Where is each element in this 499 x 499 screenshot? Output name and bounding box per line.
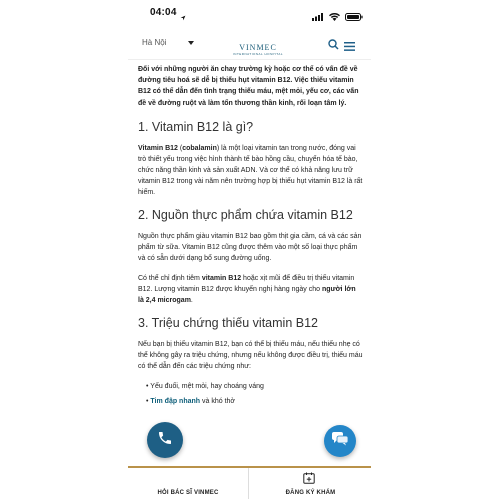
paragraph-recommended-dose — [138, 273, 363, 306]
vinmec-logo[interactable] — [228, 32, 288, 58]
heading-section-1: 1. Vitamin B12 là gì? — [138, 119, 254, 134]
term-cobalamin: cobalamin — [182, 144, 217, 152]
list-item-symptom-2: • Tim đập nhanh và khó thở — [146, 397, 236, 405]
dose-text-a: Có thể chỉ định tiêm — [138, 274, 202, 282]
book-appointment-label: ĐĂNG KÝ KHÁM — [285, 490, 336, 496]
symptom-1-text: Yếu đuối, mệt mỏi, hay choáng váng — [150, 382, 264, 390]
ask-doctor-label: HỎI BÁC SĨ VINMEC — [157, 490, 219, 496]
chat-icon — [332, 432, 348, 451]
list-item-symptom-1: • Yếu đuối, mệt mỏi, hay choáng váng — [146, 382, 264, 390]
article-body — [138, 64, 363, 416]
call-button[interactable] — [147, 422, 183, 458]
logo-subtitle: INTERNATIONAL HOSPITAL — [232, 52, 284, 56]
chat-button[interactable] — [324, 425, 356, 457]
bottom-action-bar — [128, 468, 371, 499]
logo-brand: VINMEC — [239, 43, 277, 52]
status-bar — [128, 0, 371, 24]
link-tim-dap-nhanh[interactable]: Tim đập nhanh — [150, 397, 201, 405]
dose-term-b12: vitamin B12 — [201, 274, 242, 282]
battery-icon — [345, 8, 363, 26]
dose-text-e: . — [190, 296, 193, 304]
chevron-down-icon[interactable] — [188, 41, 194, 45]
phone-icon — [157, 430, 173, 451]
signal-icon — [312, 8, 324, 26]
dose-text-c: hoặc xịt mũi để điều trị thiếu vitamin B12. Lượng vitamin B12 được khuyến nghị hàng ngày cho — [138, 274, 355, 293]
status-time: 04:04 — [150, 7, 177, 18]
menu-icon[interactable] — [344, 38, 355, 56]
heading-section-3: 3. Triệu chứng thiếu vitamin B12 — [138, 315, 318, 330]
dose-amount: người lớn là 2,4 microgam — [138, 285, 356, 304]
symptom-2-rest: và khó thở — [200, 397, 236, 405]
article-intro: Đối với những người ăn chay trường kỳ hoặc cơ thể có vấn đề về đường tiêu hoá sẽ dễ bị thiếu hụt vitamin B12. Việc thiếu vitamin B12 có thể dẫn đến tình trạng thiếu máu, mệt mỏi, yếu cơ, các vấn đề về đường ruột và làm tổn thương thần kinh, rối loạn tâm lý. — [138, 66, 359, 107]
paragraph-symptoms: Nếu bạn bị thiếu vitamin B12, bạn có thể bị thiếu máu, nếu thiếu nhẹ có thể không gây ra triệu chứng, nhưng nếu không được điều trị, thiếu máu có thể dẫn đến các triệu chứng như: — [138, 340, 363, 370]
ask-doctor-tab[interactable] — [128, 468, 249, 499]
location-arrow-icon — [180, 8, 186, 26]
heading-section-2: 2. Nguồn thực phẩm chứa vitamin B12 — [138, 207, 353, 222]
calendar-plus-icon — [303, 471, 315, 489]
search-icon[interactable] — [328, 37, 339, 55]
term-vitamin-b12: Vitamin B12 — [138, 144, 178, 152]
paragraph-food-sources: Nguồn thực phẩm giàu vitamin B12 bao gồm thịt gia cầm, cá và các sản phẩm từ sữa. Vitamin B12 cũng được thêm vào một số loại thực phẩm và có sẵn dưới dạng bổ sung đường uống. — [138, 232, 362, 262]
paren-open: ( — [177, 144, 183, 152]
paragraph-vitamin-b12-definition — [138, 143, 363, 198]
wifi-icon — [329, 8, 340, 26]
definition-text: ) là một loại vitamin tan trong nước, đóng vai trò thiết yếu trong việc hình thành tế bào hồng cầu, chuyển hóa tế bào, chức năng thần kinh và sản xuất ADN. Và cơ thể có khả năng lưu trữ vitamin B12 trong vài năm nên trường hợp bị thiếu hụt vitamin B12 là rất hiếm. — [138, 144, 363, 196]
site-header — [128, 28, 371, 60]
city-selector[interactable]: Hà Nội — [142, 38, 167, 47]
book-appointment-tab[interactable] — [250, 468, 371, 499]
